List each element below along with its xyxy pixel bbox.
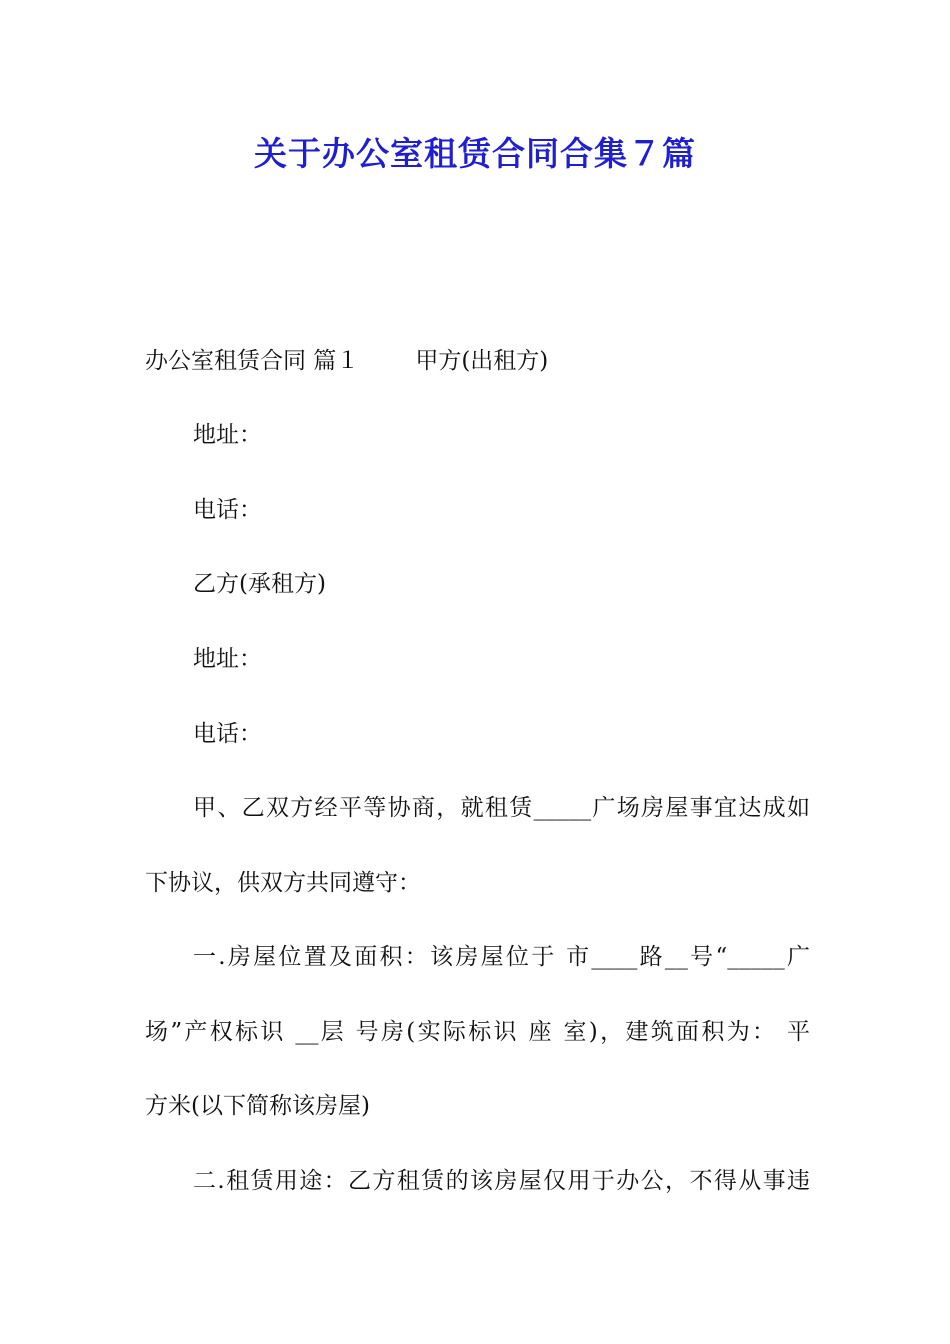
agreement-paragraph-line-1: 甲、乙双方经平等协商，就租赁_____广场房屋事宜达成如 xyxy=(193,795,810,821)
clause-1-line-2: 场”产权标识 __层 号房(实际标识 座 室)，建筑面积为： 平 xyxy=(145,1019,810,1045)
party-b-address: 地址： xyxy=(193,646,262,672)
clause-1-line-1: 一.房屋位置及面积：该房屋位于 市____路__号“_____广 xyxy=(193,944,810,970)
clause-2-line-1: 二.租赁用途：乙方租赁的该房屋仅用于办公，不得从事违 xyxy=(193,1168,810,1194)
party-a-address: 地址： xyxy=(193,422,262,448)
party-a-phone: 电话： xyxy=(193,497,262,523)
contract-heading-line xyxy=(145,346,810,376)
party-b-phone: 电话： xyxy=(193,721,262,747)
party-a-label: 甲方(出租方) xyxy=(415,348,549,374)
agreement-paragraph-line-2: 下协议，供双方共同遵守： xyxy=(145,870,421,896)
document-title: 关于办公室租赁合同合集７篇 xyxy=(254,134,696,173)
contract-heading: 办公室租赁合同 篇１ xyxy=(145,348,360,374)
party-b-label: 乙方(承租方) xyxy=(193,571,326,597)
clause-1-line-3: 方米(以下简称该房屋) xyxy=(145,1093,370,1119)
